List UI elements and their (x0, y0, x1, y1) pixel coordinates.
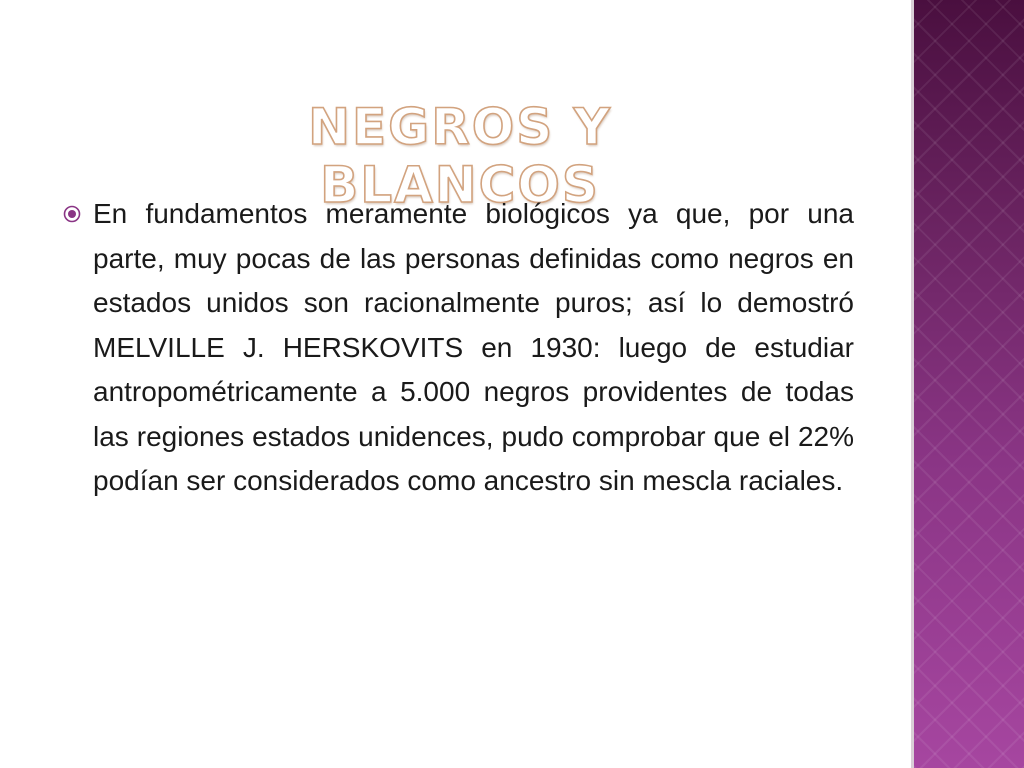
slide-body (60, 192, 854, 504)
decorative-side-band (911, 0, 1024, 768)
slide-title: NEGROS Y BLANCOS (308, 98, 612, 214)
target-bullet-icon (63, 205, 81, 223)
bullet-paragraph: En fundamentos meramente biológicos ya que, por una parte, muy pocas de las personas definidas como negros en estados unidos son racionalmente puros; así lo demostró MELVILLE J. HERSKOVITS en 1930: luego de estudiar antropométricamente a 5.000 negros providentes de todas las regiones estados unidences, pudo comprobar que el 22% podían ser considerados como ancestro sin mescla raciales. (93, 198, 854, 496)
bullet-item (60, 192, 854, 504)
